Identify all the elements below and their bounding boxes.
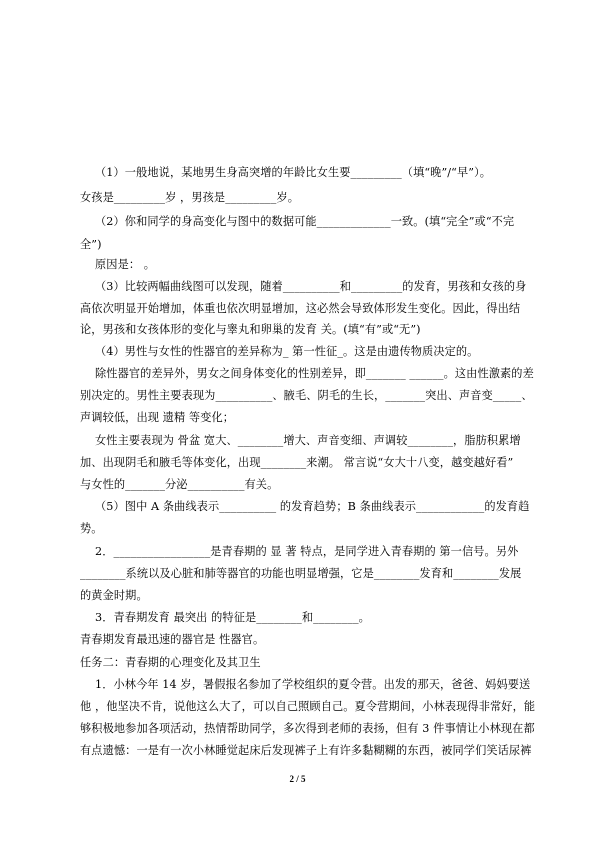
item-3-line-2: 青春期发育最迅速的器官是 性器官。 bbox=[80, 633, 265, 646]
question-4-line-2: 除性器官的差异外，男女之间身体变化的性别差异，即_______ ______。这由性激素的差 bbox=[95, 367, 534, 380]
item-2-line-3: 的黄金时期。 bbox=[80, 589, 148, 602]
question-4-line-3: 别决定的。男性主要表现为__________、腋毛、阴毛的生长，_______突出、声音变_____、 bbox=[80, 389, 533, 402]
scenario-line-4: 有点遗憾：一是有一次小林睡觉起床后发现裤子上有许多黏糊糊的东西，被同学们笑话尿裤 bbox=[80, 744, 532, 757]
item-2-line-2: ________系统以及心脏和肺等器官的功能也明显增强，它是________发育和________发展 bbox=[80, 567, 522, 580]
question-5-line-2: 势。 bbox=[80, 522, 103, 535]
item-3-line-1: 3．青春期发育 最突出 的特征是________和________。 bbox=[95, 611, 370, 624]
item-2-line-1: 2．_________________是青春期的 显 著 特点，是同学进入青春期的 第一信号。另外 bbox=[95, 545, 519, 558]
question-2-line-1: （2）你和同学的身高变化与图中的数据可能_____________一致。(填“完全”或“不完 bbox=[95, 215, 515, 228]
question-4-line-4: 声调较低，出现 遗精 等变化； bbox=[80, 411, 235, 424]
question-4-line-5: 女性主要表现为 骨盆 宽大、________增大、声音变细、声调较________，脂肪积累增 bbox=[95, 434, 521, 447]
scenario-line-1: 1．小林今年 14 岁，暑假报名参加了学校组织的夏令营。出发的那天，爸爸、妈妈要送 bbox=[95, 678, 531, 691]
question-4-line-6: 加、出现阴毛和腋毛等体变化，出现________来潮。 常言说“女大十八变，越变越好看” bbox=[80, 456, 514, 469]
question-3-line-3: 论，男孩和女孩体形的变化与睾丸和卵巢的发育 关。(填“有”或“无”) bbox=[80, 323, 421, 336]
question-1-line-1: （1）一般地说，某地男生身高突增的年龄比女生要_________（填“晚”/“早”）。 bbox=[95, 166, 492, 179]
question-2-line-2: 全”) bbox=[80, 238, 102, 251]
question-1-line-2: 女孩是_________岁 ，男孩是_________岁。 bbox=[80, 191, 300, 204]
question-3-line-2: 高依次明显开始增加，体重也依次明显增加，这必然会导致体形发生变化。因此，得出结 bbox=[80, 302, 521, 315]
task-2-heading: 任务二：青春期的心理变化及其卫生 bbox=[80, 656, 261, 669]
question-3-line-1: （3）比较两幅曲线图可以发现，随着__________和_________的发育，男孩和女孩的身 bbox=[95, 280, 527, 293]
question-5-line-1: （5）图中 A 条曲线表示__________ 的发育趋势；B 条曲线表示____________的发育趋 bbox=[95, 500, 530, 513]
question-4-line-1: （4）男性与女性的性器官的差异称为_ 第一性征_。这是由遗传物质决定的。 bbox=[95, 345, 479, 358]
question-4-line-7: 与女性的_______分泌__________有关。 bbox=[80, 478, 279, 491]
scenario-line-2: 他 ，他坚决不肯，说他这么大了，可以自己照顾自己。夏令营期间，小林表现得非常好，能 bbox=[80, 700, 536, 713]
scenario-line-3: 够积极地参加各项活动，热情帮助同学，多次得到老师的表扬，但有 3 件事情让小林现在都 bbox=[80, 722, 535, 735]
question-2-reason: 原因是： 。 bbox=[95, 258, 156, 271]
page-number: 2 / 5 bbox=[289, 774, 306, 784]
